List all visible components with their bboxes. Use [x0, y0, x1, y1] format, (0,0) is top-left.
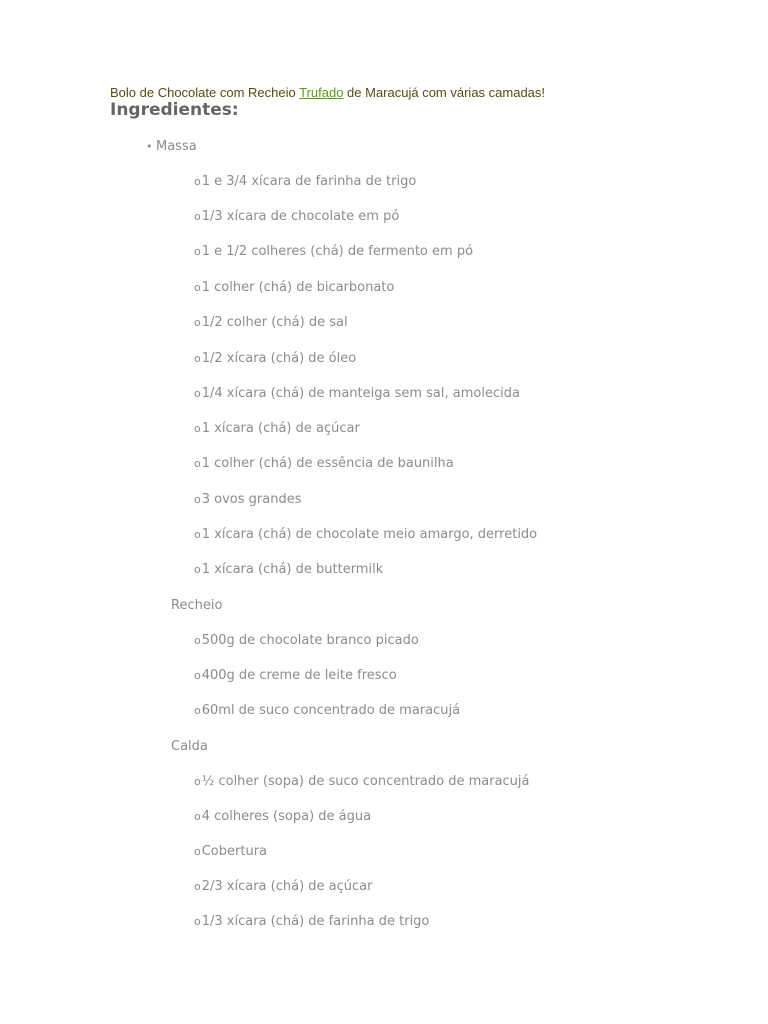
- ingredients-heading: Ingredientes:: [110, 100, 239, 120]
- massa-ingredient: [194, 386, 520, 402]
- massa-ingredient-text: 1 colher (chá) de bicarbonato: [201, 280, 395, 295]
- massa-ingredient-text: 1 xícara (chá) de buttermilk: [201, 562, 384, 577]
- massa-ingredient-text: 1 e 1/2 colheres (chá) de fermento em pó: [201, 244, 474, 259]
- massa-ingredient-text: 1/4 xícara (chá) de manteiga sem sal, amolecida: [201, 386, 520, 401]
- massa-ingredient-text: 1/3 xícara de chocolate em pó: [201, 209, 400, 224]
- massa-ingredient: [194, 456, 454, 472]
- recheio-ingredient: [194, 703, 460, 719]
- section-massa-text: Massa: [156, 139, 197, 154]
- calda-ingredient: [194, 809, 371, 825]
- massa-ingredient: [194, 315, 348, 331]
- calda-ingredient: [194, 914, 429, 930]
- circle-bullet-icon: o: [194, 775, 201, 788]
- circle-bullet-icon: o: [194, 352, 201, 365]
- circle-bullet-icon: o: [194, 810, 201, 823]
- calda-ingredient: [194, 844, 267, 860]
- circle-bullet-icon: o: [194, 563, 201, 576]
- recheio-ingredient: [194, 668, 397, 684]
- massa-ingredient-text: 1 colher (chá) de essência de baunilha: [201, 456, 454, 471]
- massa-ingredient-text: 3 ovos grandes: [201, 492, 302, 507]
- circle-bullet-icon: o: [194, 422, 201, 435]
- circle-bullet-icon: o: [194, 845, 201, 858]
- circle-bullet-icon: o: [194, 281, 201, 294]
- recheio-ingredient-text: 400g de creme de leite fresco: [201, 668, 397, 683]
- massa-ingredient-text: 1 xícara (chá) de chocolate meio amargo, derretido: [201, 527, 538, 542]
- massa-ingredient: [194, 280, 394, 296]
- circle-bullet-icon: o: [194, 245, 201, 258]
- massa-ingredient: [194, 492, 301, 508]
- recheio-ingredient-text: 60ml de suco concentrado de maracujá: [201, 703, 461, 718]
- section-massa: [146, 139, 197, 155]
- circle-bullet-icon: o: [194, 528, 201, 541]
- circle-bullet-icon: o: [194, 387, 201, 400]
- section-recheio: [171, 598, 222, 614]
- massa-ingredient: [194, 562, 383, 578]
- massa-ingredient: [194, 351, 356, 367]
- trufado-link[interactable]: Trufado: [299, 85, 344, 100]
- massa-ingredient-text: 1 e 3/4 xícara de farinha de trigo: [201, 174, 417, 189]
- circle-bullet-icon: o: [194, 457, 201, 470]
- massa-ingredient-text: 1/2 xícara (chá) de óleo: [201, 351, 357, 366]
- massa-ingredient: [194, 421, 360, 437]
- calda-ingredient-text: 1/3 xícara (chá) de farinha de trigo: [201, 914, 430, 929]
- title-text-before: Bolo de Chocolate com Recheio: [110, 85, 300, 100]
- recheio-ingredient-text: 500g de chocolate branco picado: [201, 633, 419, 648]
- section-calda: [171, 739, 208, 755]
- massa-ingredient: [194, 174, 416, 190]
- calda-ingredient-text: 4 colheres (sopa) de água: [201, 809, 372, 824]
- recheio-ingredient: [194, 633, 419, 649]
- circle-bullet-icon: o: [194, 915, 201, 928]
- circle-bullet-icon: o: [194, 175, 201, 188]
- circle-bullet-icon: o: [194, 316, 201, 329]
- circle-bullet-icon: o: [194, 669, 201, 682]
- circle-bullet-icon: o: [194, 880, 201, 893]
- calda-ingredient-text: ½ colher (sopa) de suco concentrado de maracujá: [201, 774, 530, 789]
- massa-ingredient: [194, 209, 399, 225]
- circle-bullet-icon: o: [194, 704, 201, 717]
- massa-ingredient: [194, 527, 537, 543]
- calda-ingredient: [194, 879, 372, 895]
- calda-ingredient-text: 2/3 xícara (chá) de açúcar: [201, 879, 373, 894]
- massa-ingredient: [194, 244, 473, 260]
- massa-ingredient-text: 1 xícara (chá) de açúcar: [201, 421, 360, 436]
- circle-bullet-icon: o: [194, 210, 201, 223]
- massa-ingredient-text: 1/2 colher (chá) de sal: [201, 315, 348, 330]
- recipe-title: [110, 85, 545, 100]
- title-text-after: de Maracujá com várias camadas!: [343, 85, 546, 100]
- section-recheio-text: Recheio: [171, 598, 223, 613]
- calda-ingredient: [194, 774, 530, 790]
- circle-bullet-icon: o: [194, 634, 201, 647]
- disc-bullet-icon: •: [146, 140, 153, 153]
- calda-ingredient-text: Cobertura: [201, 844, 268, 859]
- circle-bullet-icon: o: [194, 493, 201, 506]
- section-calda-text: Calda: [171, 739, 208, 754]
